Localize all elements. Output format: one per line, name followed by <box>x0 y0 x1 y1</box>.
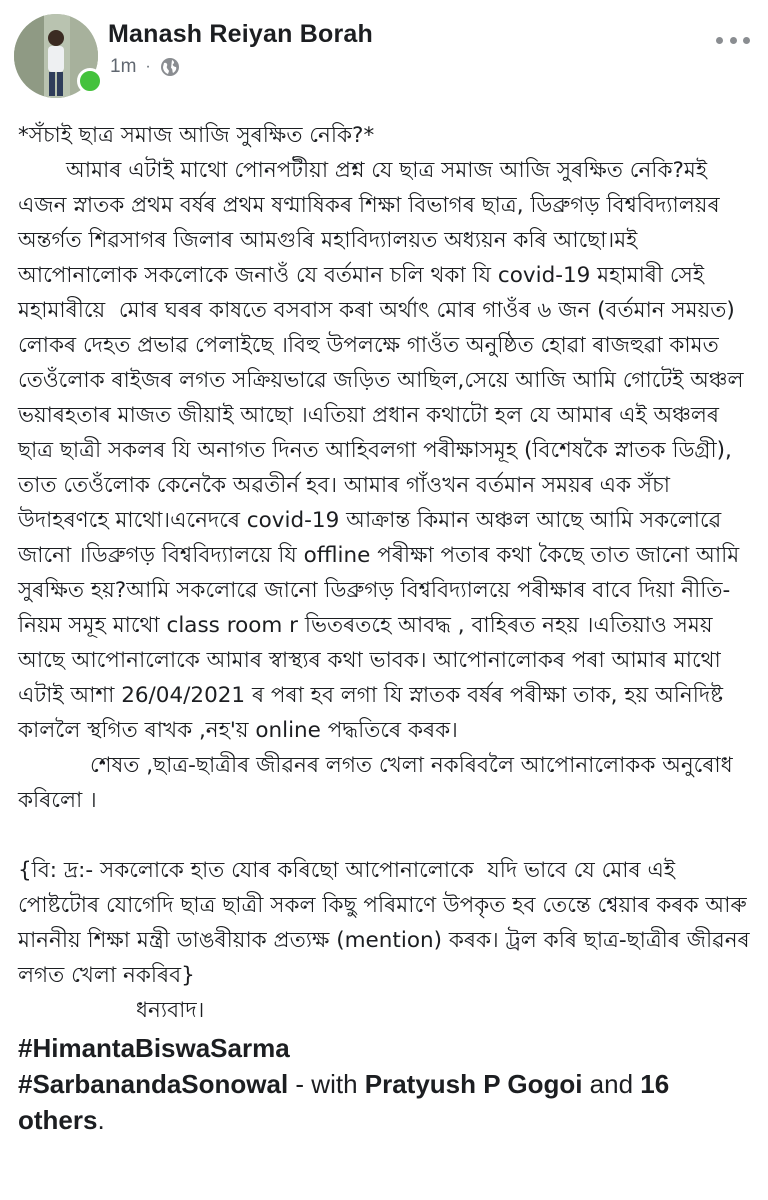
tagged-person-link[interactable]: Pratyush P Gogoi <box>364 1069 583 1099</box>
post-header <box>0 0 768 110</box>
post-meta <box>110 56 180 78</box>
post-paragraph-closing: শেষত ,ছাত্ৰ-ছাত্ৰীৰ জীৱনৰ লগত খেলা নকৰিবলৈ আপোনালোকক অনুৰোধ কৰিলো । <box>18 753 740 813</box>
with-text: - with <box>288 1069 365 1099</box>
post-title-line: *সঁচাই ছাত্ৰ সমাজ আজি সুৰক্ষিত নেকি?* <box>18 123 375 148</box>
post-tags <box>18 1030 758 1138</box>
end-punctuation: . <box>97 1105 105 1135</box>
post-paragraph-main: আমাৰ এটাই মাথো পোনপটীয়া প্ৰশ্ন যে ছাত্ৰ সমাজ আজি সুৰক্ষিত নেকি?মই এজন স্নাতক প্ৰথম বৰ্ষৰ প্ৰথম ষণ্মাষিকৰ শিক্ষা বিভাগৰ ছাত্ৰ, ডিব্ৰুগড় বিশ্ববিদ্যালয়ৰ অন্তৰ্গত শিৱসাগৰ জিলাৰ আমগুৰি মহাবিদ্যালয়ত অধ্যয়ন কৰি আছো।মই আপোনালোক সকলোকে জনাওঁ যে বৰ্তমান চলি থকা যি covid-19 মহামাৰী সেই মহামাৰীয়ে মোৰ ঘৰৰ কাষতে বসবাস কৰা অৰ্থাৎ মোৰ গাওঁৰ ৬ জন (বৰ্তমান সময়ত) লোকৰ দেহত প্ৰভাৱ পেলাইছে ।বিহু উপলক্ষে গাওঁত অনুষ্ঠিত হোৱা ৰাজহুৱা কামত তেওঁলোক ৰাইজৰ লগত সক্ৰিয়ভাৱে জড়িত আছিল,সেয়ে আজি আমি গোটেই অঞ্চল ভয়াৰহতাৰ মাজত জীয়াই আছো ।এতিয়া প্ৰধান কথাটো হল যে আমাৰ এই অঞ্চলৰ ছাত্ৰ ছাত্ৰী সকলৰ যি অনাগত দিনত আহিবলগা পৰীক্ষাসমূহ (বিশেষকৈ স্নাতক ডিগ্ৰী), তাত তেওঁলোক কেনেকৈ অৱতীৰ্ন হব। আমাৰ গাঁওখন বৰ্তমান সময়ৰ এক সঁচা উদাহৰণহে মাথো।এনেদৰে covid-19 আক্ৰান্ত কিমান অঞ্চল আছে আমি সকলোৱে জানো ।ডিব্ৰুগড় বিশ্ববিদ্যালয়ে যি offline পৰীক্ষা পতাৰ কথা কৈছে তাত জানো আমি সুৰক্ষিত হয়?আমি সকলোৱে জানো ডিব্ৰুগড় বিশ্ববিদ্যালয়ে পৰীক্ষাৰ বাবে দিয়া নীতি-নিয়ম সমূহ মাথো class room r ভিতৰতহে আবদ্ধ , বাহিৰত নহয় ।এতিয়াও সময় আছে আপোনালোকে আমাৰ স্বাস্থ্যৰ কথা ভাবক। আপোনালোকৰ পৰা আমাৰ মাথো এটাই আশা 26/04/2021 ৰ পৰা হব লগা যি স্নাতক বৰ্ষৰ পৰীক্ষা তাক, হয় অনিদিষ্ট কাললৈ স্থগিত ৰাখক ,নহ'য় online পদ্ধতিৰে কৰক। <box>18 158 751 743</box>
online-status-indicator <box>77 68 103 94</box>
post-thanks: ধন্যবাদ। <box>136 998 205 1023</box>
paragraph-gap <box>18 818 758 853</box>
post-timestamp[interactable]: 1m <box>110 56 137 77</box>
post-note: {বি: দ্ৰ:- সকলোকে হাত যোৰ কৰিছো আপোনালোকে যদি ভাবে যে মোৰ এই পোষ্টটোৰ যোগেদি ছাত্ৰ ছাত্ৰী সকল কিছু পৰিমাণে উপকৃত হব তেন্তে শ্বেয়াৰ কৰক আৰু মাননীয় শিক্ষা মন্ত্ৰী ডাঙৰীয়াক প্ৰত্যক্ষ (mention) কৰক। ট্ৰল কৰি ছাত্ৰ-ছাত্ৰীৰ জীৱনৰ লগত খেলা নকৰিব} <box>18 858 757 988</box>
hashtag-link[interactable]: #HimantaBiswaSarma <box>18 1033 290 1063</box>
author-name[interactable]: Manash Reiyan Borah <box>108 20 373 48</box>
tagged-others-link[interactable]: 16 others <box>18 1069 670 1135</box>
and-text: and <box>582 1069 641 1099</box>
more-options-icon[interactable] <box>716 30 750 50</box>
globe-icon[interactable] <box>160 57 180 77</box>
hashtag-link[interactable]: #SarbanandaSonowal <box>18 1069 289 1099</box>
meta-separator: · <box>145 58 151 75</box>
post-body <box>18 118 758 1138</box>
